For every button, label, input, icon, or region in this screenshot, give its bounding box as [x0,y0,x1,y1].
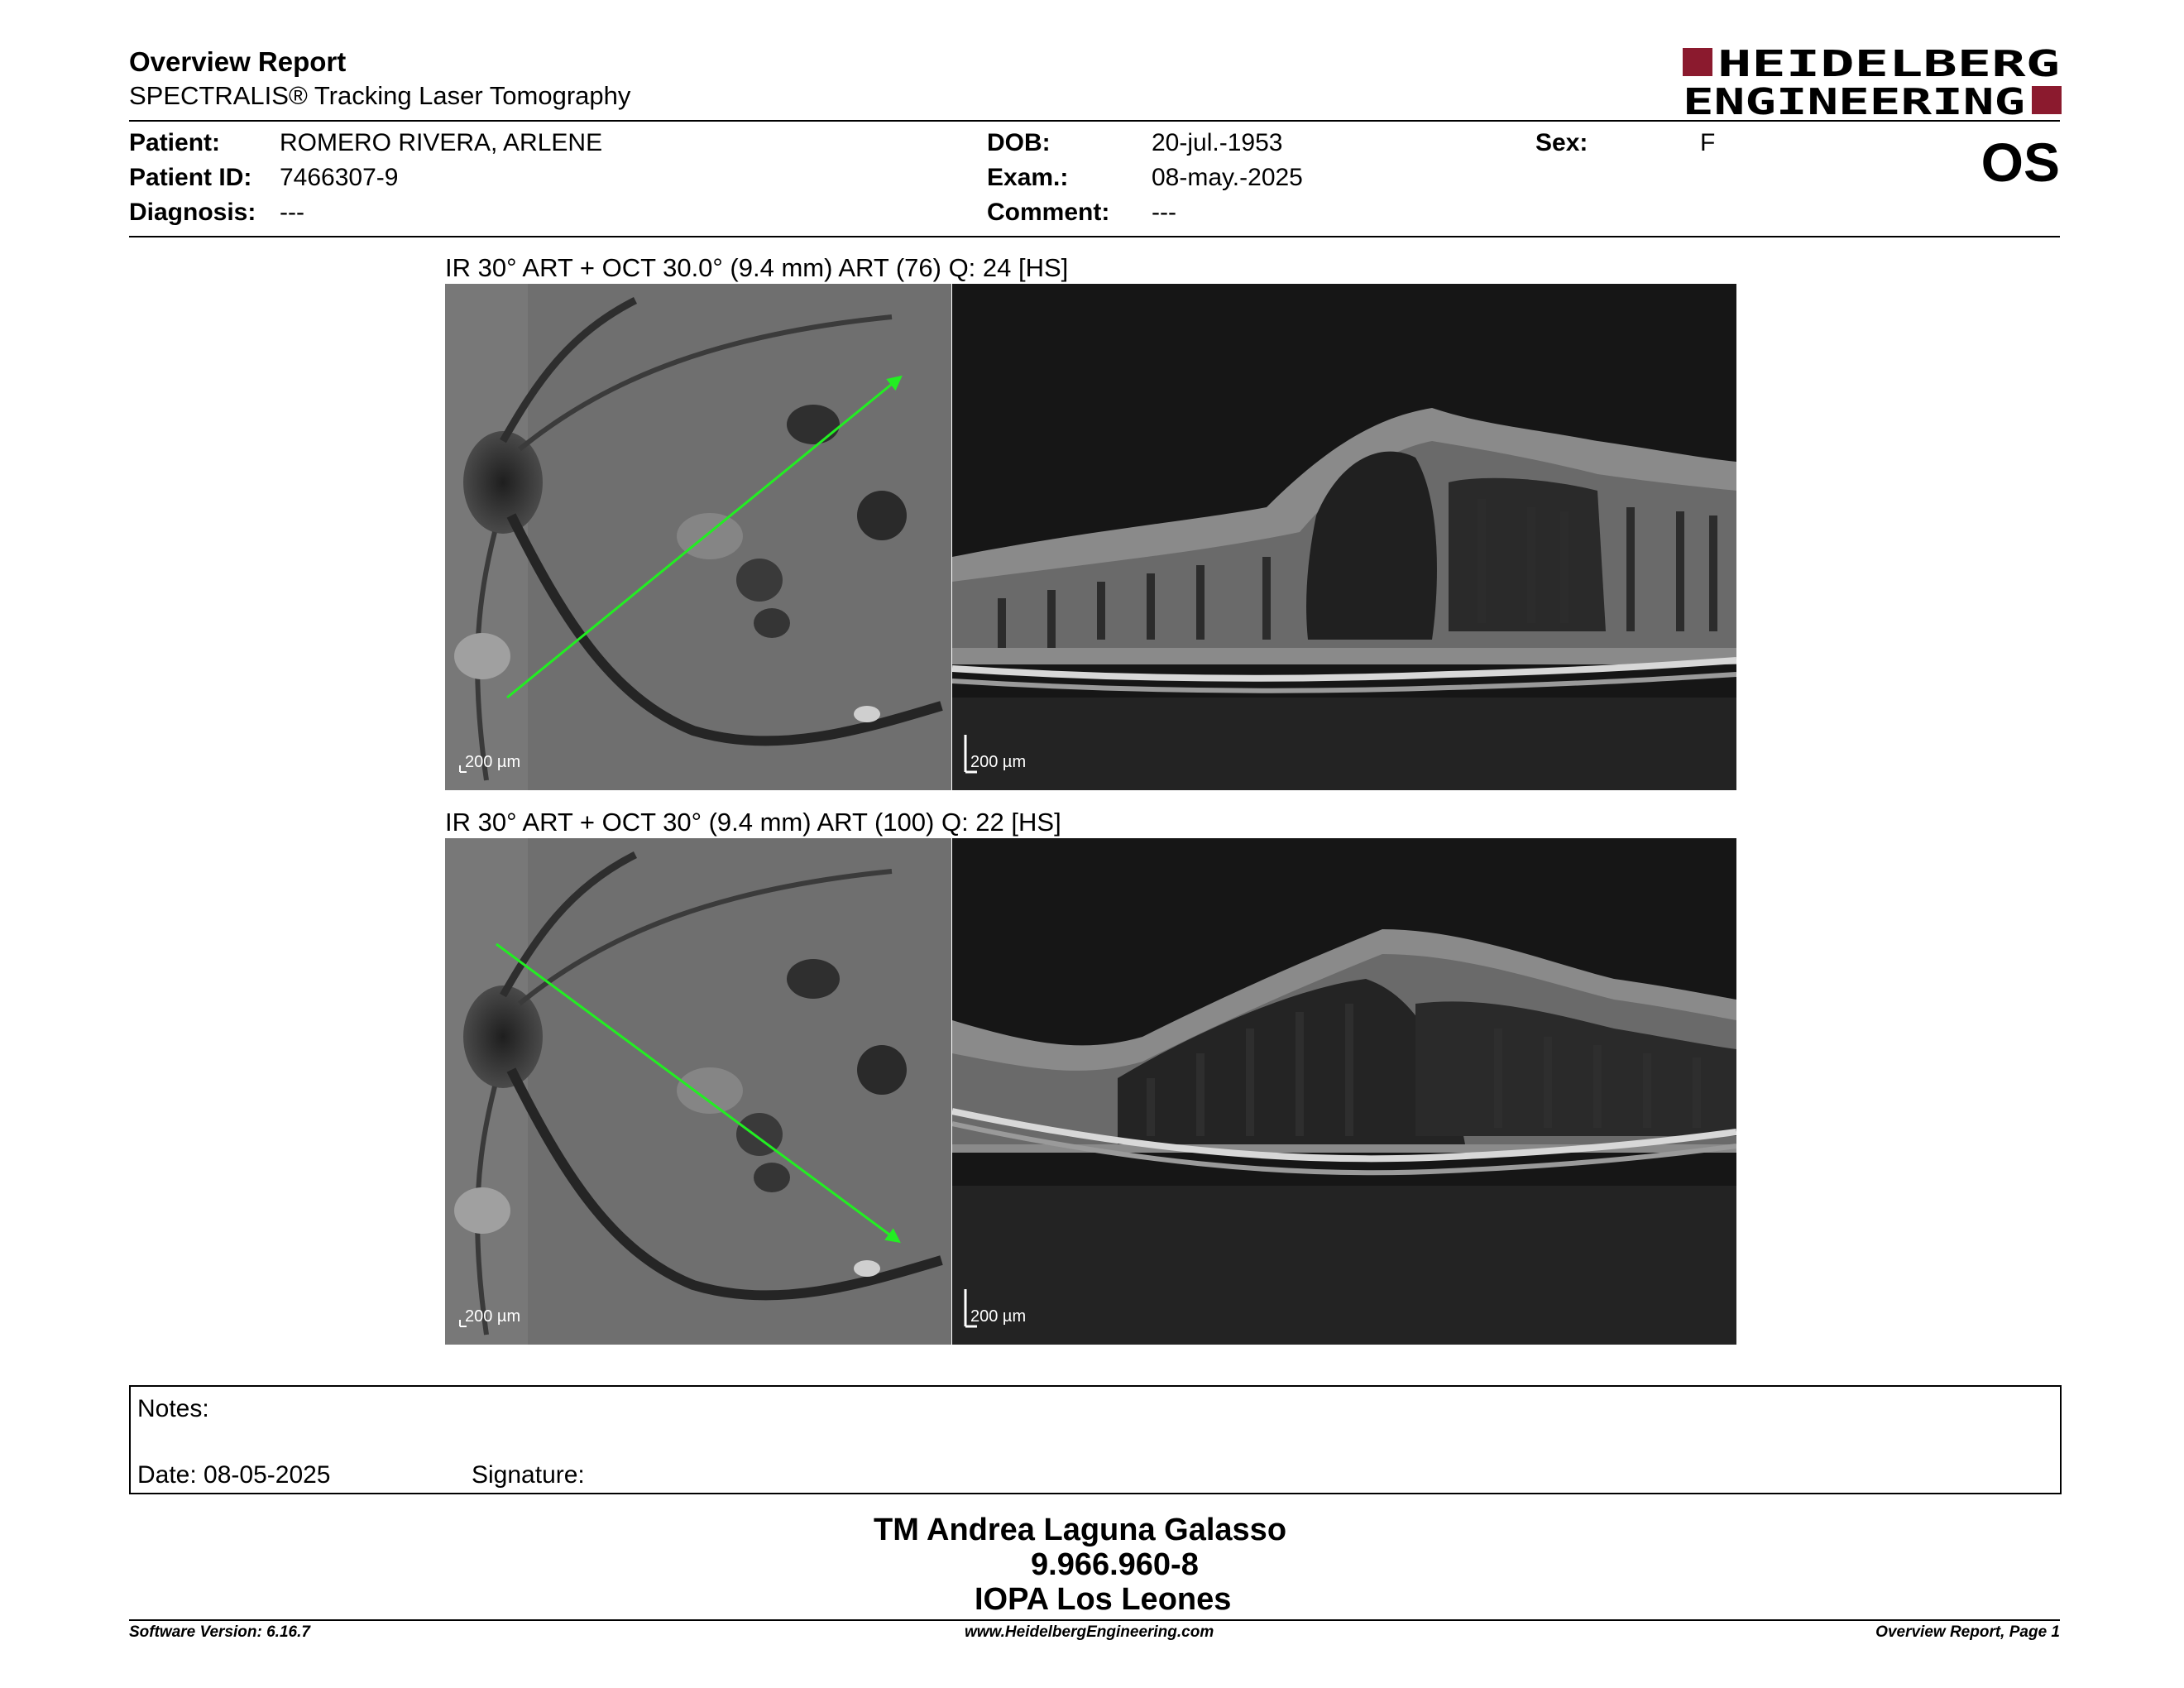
oct-image-2 [952,838,1736,1345]
oct-scale-1: 200 µm [970,753,1027,771]
fundus-scale-2: 200 µm [465,1307,521,1326]
patient-id-label: Patient ID: [129,164,252,191]
website-link[interactable]: www.HeidelbergEngineering.com [965,1623,1214,1641]
fundus-image-1 [445,284,951,790]
svg-text:HEIDELBERG: HEIDELBERG [1717,46,2060,85]
scan-title-1: IR 30° ART + OCT 30.0° (9.4 mm) ART (76) Q: 24 [HS] [445,253,1069,282]
scan-title-2: IR 30° ART + OCT 30° (9.4 mm) ART (100) Q: 22 [HS] [445,808,1061,837]
signer-name: TM Andrea Laguna Galasso [874,1513,1287,1547]
fundus-scale-1: 200 µm [465,753,521,771]
oct-drawing-2 [952,838,1736,1345]
header-divider [129,120,2060,122]
sex-label: Sex: [1535,129,1588,156]
patient-divider [129,236,2060,237]
report-title: Overview Report [129,46,347,77]
comment-label: Comment: [987,199,1110,226]
exam-label: Exam.: [987,164,1069,191]
patient-name: ROMERO RIVERA, ARLENE [280,129,603,156]
patient-id: 7466307-9 [280,164,399,191]
notes-date: Date: 08-05-2025 [137,1461,331,1489]
signature-label: Signature: [472,1461,585,1489]
oct-scale-2: 200 µm [970,1307,1027,1326]
diagnosis-label: Diagnosis: [129,199,256,226]
comment-value: --- [1152,199,1176,226]
software-version: Software Version: 6.16.7 [129,1623,310,1641]
eye-indicator: OS [1980,132,2060,193]
fundus-image-2 [445,838,951,1345]
dob-value: 20-jul.-1953 [1152,129,1283,156]
exam-value: 08-may.-2025 [1152,164,1303,191]
fundus-drawing-2 [445,838,951,1345]
heidelberg-logo [1683,46,2062,116]
notes-label: Notes: [137,1395,209,1422]
footer-divider [129,1619,2060,1621]
dob-label: DOB: [987,129,1051,156]
signer-clinic: IOPA Los Leones [975,1582,1232,1617]
report-subtitle: SPECTRALIS® Tracking Laser Tomography [129,81,631,110]
diagnosis-value: --- [280,199,304,226]
oct-drawing-1 [952,284,1736,790]
patient-label: Patient: [129,129,221,156]
page-number: Overview Report, Page 1 [1875,1623,2060,1641]
notes-box[interactable] [129,1385,2062,1494]
svg-text:ENGINEERING: ENGINEERING [1683,81,2025,116]
signer-rut: 9.966.960-8 [1031,1547,1199,1582]
sex-value: F [1700,129,1716,156]
oct-image-1 [952,284,1736,790]
fundus-drawing-1 [445,284,951,790]
